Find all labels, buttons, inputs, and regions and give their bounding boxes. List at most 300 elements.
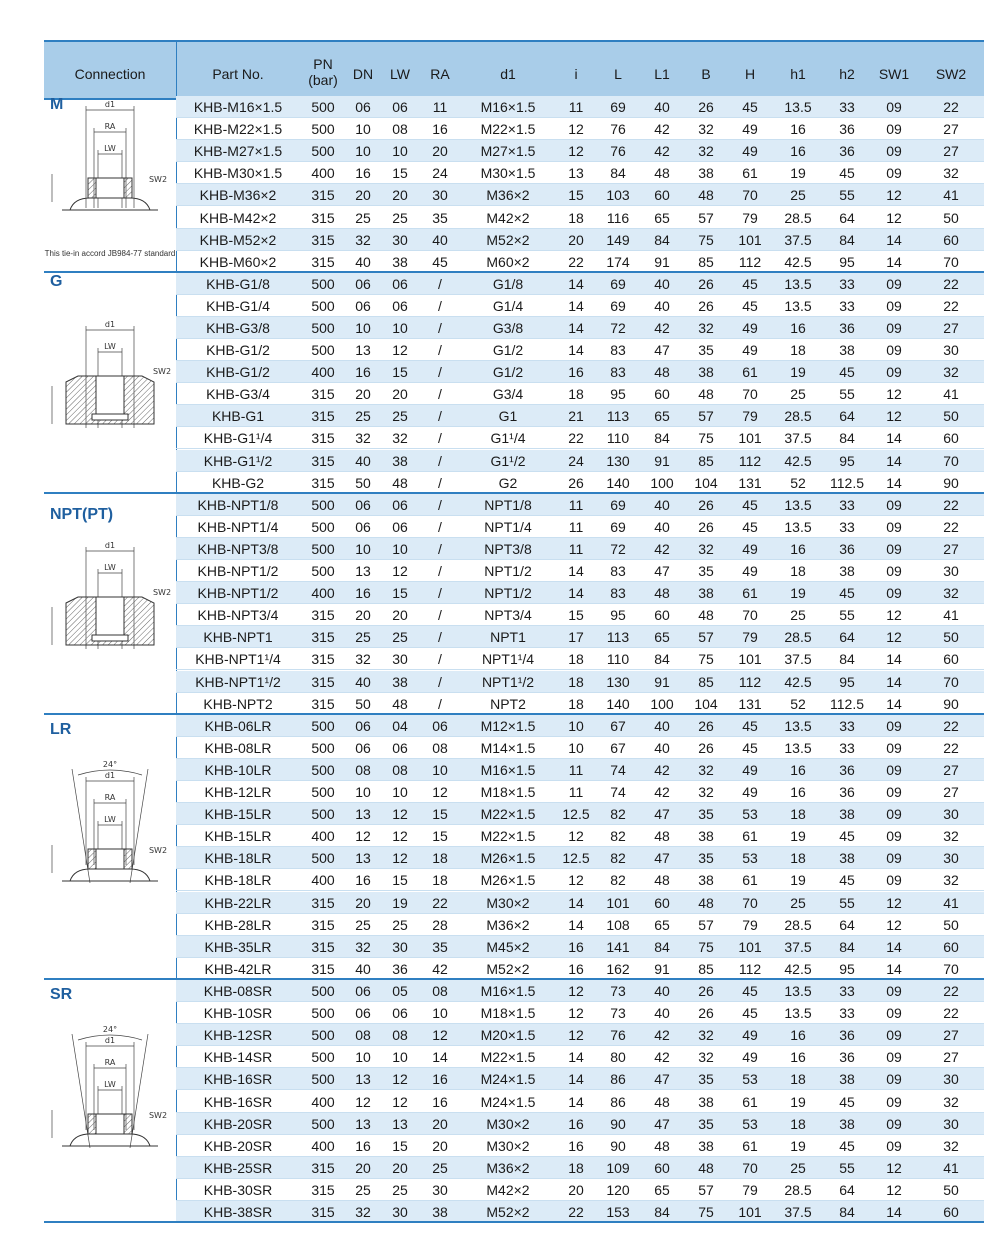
group-panel <box>44 494 176 715</box>
cell-h1: 37.5 <box>784 430 812 447</box>
cell-pn: 500 <box>311 342 335 359</box>
header-h2 <box>824 64 870 84</box>
cell-h2: 45 <box>839 872 855 889</box>
cell-i: 16 <box>568 960 584 977</box>
cell-ra: / <box>438 474 442 491</box>
cell-h: 53 <box>742 1071 758 1088</box>
cell-l: 86 <box>610 1071 626 1088</box>
header-sw2-text: SW2 <box>935 66 967 82</box>
cell-d1: M42×2 <box>486 209 530 226</box>
cell-b: 26 <box>698 297 714 314</box>
cell-h2: 36 <box>839 1027 855 1044</box>
cell-sw1: 14 <box>886 960 902 977</box>
cell-h1: 52 <box>790 695 806 712</box>
group-sr <box>44 980 984 1223</box>
cell-sw1: 12 <box>886 209 902 226</box>
cell-sw2: 30 <box>943 1115 959 1132</box>
cell-d1: M30×1.5 <box>480 165 536 182</box>
cell-b: 48 <box>698 607 714 624</box>
cell-l: 153 <box>606 1204 630 1220</box>
cell-h: 61 <box>742 872 758 889</box>
cell-sw2: 30 <box>943 563 959 580</box>
cell-lw: 12 <box>392 828 408 845</box>
cell-part: KHB-15LR <box>204 828 272 845</box>
cell-ra: / <box>438 408 442 425</box>
cell-d1: NPT2 <box>490 695 526 712</box>
cell-d1: M26×1.5 <box>480 850 536 867</box>
cell-sw2: 22 <box>943 297 959 314</box>
cell-part: KHB-G1¹/2 <box>203 452 273 469</box>
cell-ra: / <box>438 386 442 403</box>
cell-h1: 19 <box>790 1137 806 1154</box>
cell-i: 14 <box>568 916 584 933</box>
cell-h: 49 <box>742 784 758 801</box>
cell-part: KHB-22LR <box>204 894 272 911</box>
cell-l1: 40 <box>654 496 670 513</box>
cell-sw1: 09 <box>886 784 902 801</box>
cell-part: KHB-18LR <box>204 850 272 867</box>
cell-lw: 38 <box>392 253 408 270</box>
cell-dn: 20 <box>355 894 371 911</box>
header-dn-text: DN <box>352 66 374 82</box>
cell-pn: 500 <box>311 1115 335 1132</box>
cell-part: KHB-18LR <box>204 872 272 889</box>
cell-pn: 500 <box>311 99 335 115</box>
cell-ra: / <box>438 297 442 314</box>
cell-h: 70 <box>742 187 758 204</box>
cell-lw: 30 <box>392 938 408 955</box>
cell-d1: M52×2 <box>486 960 530 977</box>
table-row <box>176 229 984 251</box>
cell-part: KHB-14SR <box>203 1049 273 1066</box>
cell-sw2: 27 <box>943 1027 959 1044</box>
drawing-label-lw: LW <box>104 144 116 153</box>
cell-sw1: 09 <box>886 275 902 292</box>
cell-dn: 16 <box>355 585 371 602</box>
cell-pn: 315 <box>311 452 335 469</box>
table-row <box>176 825 984 847</box>
drawing-label-lw: LW <box>104 1080 116 1089</box>
cell-dn: 10 <box>355 319 371 336</box>
cell-h1: 13.5 <box>784 983 812 999</box>
cell-h1: 18 <box>790 563 806 580</box>
cell-pn: 500 <box>311 1027 335 1044</box>
cell-l: 95 <box>610 607 626 624</box>
cell-d1: G2 <box>498 474 518 491</box>
cell-b: 26 <box>698 518 714 535</box>
cell-l: 73 <box>610 983 626 999</box>
cell-sw1: 14 <box>886 231 902 248</box>
cell-dn: 32 <box>355 1204 371 1220</box>
cell-h1: 16 <box>790 1049 806 1066</box>
cell-b: 38 <box>698 872 714 889</box>
drawing-container <box>44 1020 176 1175</box>
cell-sw2: 60 <box>943 651 959 668</box>
cell-sw2: 22 <box>943 1005 959 1022</box>
cell-l: 95 <box>610 386 626 403</box>
cell-ra: 30 <box>432 1181 448 1198</box>
cell-l1: 100 <box>650 474 674 491</box>
table-row <box>176 648 984 670</box>
cell-pn: 400 <box>311 872 335 889</box>
header-i-text: i <box>574 66 578 82</box>
table-row <box>176 781 984 803</box>
drawing-label-d1: d1 <box>104 320 116 330</box>
table-row <box>176 405 984 427</box>
cell-h: 79 <box>742 629 758 646</box>
table-row <box>176 1046 984 1068</box>
cell-h: 101 <box>738 938 762 955</box>
cell-dn: 20 <box>355 1159 371 1176</box>
group-panel <box>44 980 176 1223</box>
cell-l1: 48 <box>654 364 670 381</box>
cell-l: 84 <box>610 165 626 182</box>
spec-table <box>44 40 984 1220</box>
table-row <box>176 1024 984 1046</box>
drawing-label-sw2: SW2 <box>152 367 172 377</box>
cell-sw1: 09 <box>886 1027 902 1044</box>
cell-ra: 45 <box>432 253 448 270</box>
cell-lw: 15 <box>392 872 408 889</box>
group-panel <box>44 273 176 494</box>
cell-dn: 50 <box>355 695 371 712</box>
group-panel <box>44 96 176 273</box>
cell-d1: M14×1.5 <box>480 739 536 756</box>
cell-b: 32 <box>698 143 714 160</box>
cell-h: 53 <box>742 1115 758 1132</box>
cell-i: 14 <box>568 275 584 292</box>
cell-ra: / <box>438 518 442 535</box>
cell-l1: 65 <box>654 916 670 933</box>
cell-i: 12 <box>568 983 584 999</box>
table-row <box>176 494 984 516</box>
cell-i: 11 <box>568 496 584 513</box>
cell-part: KHB-06LR <box>204 717 272 734</box>
cell-part: KHB-NPT1/4 <box>197 518 279 535</box>
table-row <box>176 560 984 582</box>
cell-i: 12 <box>568 828 584 845</box>
cell-dn: 25 <box>355 1181 371 1198</box>
drawing-label-d1: d1 <box>104 770 116 780</box>
cell-d1: G1/4 <box>492 297 524 314</box>
cell-i: 20 <box>568 1181 584 1198</box>
cell-sw2: 32 <box>943 364 959 381</box>
cell-d1: M16×1.5 <box>480 983 536 999</box>
cell-part: KHB-NPT1¹/2 <box>195 673 281 690</box>
cell-dn: 32 <box>355 651 371 668</box>
cell-dn: 20 <box>355 187 371 204</box>
cell-i: 22 <box>568 1204 584 1220</box>
cell-lw: 32 <box>392 430 408 447</box>
cell-dn: 20 <box>355 607 371 624</box>
cell-lw: 20 <box>392 187 408 204</box>
cell-h: 61 <box>742 1137 758 1154</box>
cell-pn: 315 <box>311 1159 335 1176</box>
cell-h2: 64 <box>839 629 855 646</box>
cell-h1: 19 <box>790 872 806 889</box>
cell-dn: 25 <box>355 629 371 646</box>
cell-h2: 33 <box>839 496 855 513</box>
cell-b: 38 <box>698 1137 714 1154</box>
cell-sw1: 14 <box>886 651 902 668</box>
cell-l: 67 <box>610 739 626 756</box>
cell-dn: 06 <box>355 297 371 314</box>
cell-sw1: 09 <box>886 761 902 778</box>
header-h2-text: h2 <box>839 66 855 82</box>
cell-b: 26 <box>698 739 714 756</box>
group-title: LR <box>50 720 72 738</box>
cell-b: 104 <box>694 474 718 491</box>
cell-i: 16 <box>568 1137 584 1154</box>
cell-i: 12.5 <box>562 850 590 867</box>
cell-h: 53 <box>742 850 758 867</box>
table-row <box>176 1002 984 1024</box>
cell-ra: 14 <box>432 1049 448 1066</box>
cell-ra: / <box>438 319 442 336</box>
cell-part: KHB-30SR <box>203 1181 273 1198</box>
cell-b: 38 <box>698 364 714 381</box>
cell-l: 80 <box>610 1049 626 1066</box>
cell-h1: 13.5 <box>784 275 812 292</box>
header-lw <box>380 64 420 84</box>
cell-h: 101 <box>738 1204 762 1220</box>
cell-sw2: 50 <box>943 209 959 226</box>
cell-l: 72 <box>610 540 626 557</box>
cell-part: KHB-08SR <box>203 983 273 999</box>
cell-sw2: 41 <box>943 386 959 403</box>
cell-part: KHB-20SR <box>203 1137 273 1154</box>
group-g <box>44 273 984 494</box>
cell-sw2: 70 <box>943 452 959 469</box>
cell-b: 48 <box>698 1159 714 1176</box>
cell-h1: 19 <box>790 1093 806 1110</box>
cell-b: 48 <box>698 894 714 911</box>
drawing-label-ra: RA <box>104 1058 116 1067</box>
cell-h1: 25 <box>790 386 806 403</box>
cell-b: 35 <box>698 563 714 580</box>
cell-sw1: 14 <box>886 452 902 469</box>
cell-i: 18 <box>568 1159 584 1176</box>
cell-h1: 25 <box>790 1159 806 1176</box>
cell-h2: 33 <box>839 739 855 756</box>
cell-l: 130 <box>606 673 630 690</box>
cell-l1: 40 <box>654 518 670 535</box>
cell-lw: 12 <box>392 342 408 359</box>
cell-sw2: 32 <box>943 165 959 182</box>
cell-lw: 15 <box>392 364 408 381</box>
cell-dn: 06 <box>355 496 371 513</box>
group-m <box>44 96 984 273</box>
cell-h2: 112.5 <box>830 474 864 491</box>
cell-h: 70 <box>742 607 758 624</box>
cell-l: 67 <box>610 717 626 734</box>
cell-h2: 95 <box>839 960 855 977</box>
cell-sw2: 32 <box>943 828 959 845</box>
cell-h1: 13.5 <box>784 739 812 756</box>
cell-sw2: 30 <box>943 342 959 359</box>
cell-h: 49 <box>742 319 758 336</box>
cell-sw2: 27 <box>943 121 959 138</box>
group-npt <box>44 494 984 715</box>
cell-b: 48 <box>698 386 714 403</box>
cell-dn: 20 <box>355 386 371 403</box>
cell-h: 45 <box>742 983 758 999</box>
cell-sw1: 14 <box>886 673 902 690</box>
cell-ra: 18 <box>432 850 448 867</box>
cell-ra: 16 <box>432 1093 448 1110</box>
cell-ra: 16 <box>432 121 448 138</box>
cell-lw: 06 <box>392 496 408 513</box>
cell-sw2: 90 <box>943 695 959 712</box>
cell-h2: 64 <box>839 209 855 226</box>
cell-sw1: 09 <box>886 121 902 138</box>
cell-l1: 48 <box>654 585 670 602</box>
cell-l1: 42 <box>654 1049 670 1066</box>
cell-d1: M20×1.5 <box>480 1027 536 1044</box>
cell-d1: NPT1¹/2 <box>481 673 535 690</box>
cell-l: 120 <box>606 1181 630 1198</box>
table-row <box>176 936 984 958</box>
cell-sw1: 12 <box>886 187 902 204</box>
cell-i: 14 <box>568 894 584 911</box>
cell-sw1: 09 <box>886 1137 902 1154</box>
table-row <box>176 1157 984 1179</box>
cell-pn: 500 <box>311 983 335 999</box>
table-row <box>176 869 984 891</box>
cell-i: 22 <box>568 253 584 270</box>
cell-l1: 60 <box>654 386 670 403</box>
cell-sw2: 27 <box>943 540 959 557</box>
cell-l1: 42 <box>654 121 670 138</box>
cell-pn: 400 <box>311 1093 335 1110</box>
cell-part: KHB-10SR <box>203 1005 273 1022</box>
cell-part: KHB-20SR <box>203 1115 273 1132</box>
cell-dn: 16 <box>355 364 371 381</box>
cell-b: 57 <box>698 209 714 226</box>
cell-h2: 33 <box>839 717 855 734</box>
cell-dn: 40 <box>355 960 371 977</box>
cell-lw: 25 <box>392 209 408 226</box>
header-pn <box>300 56 346 88</box>
cell-b: 32 <box>698 761 714 778</box>
header-ra <box>420 64 460 84</box>
cell-h1: 28.5 <box>784 408 812 425</box>
cell-h2: 45 <box>839 828 855 845</box>
cell-sw1: 09 <box>886 518 902 535</box>
cell-h: 112 <box>738 673 762 690</box>
cell-h2: 33 <box>839 983 855 999</box>
group-title: M <box>50 96 64 113</box>
cell-i: 21 <box>568 408 584 425</box>
cell-dn: 40 <box>355 673 371 690</box>
cell-sw2: 60 <box>943 938 959 955</box>
cell-lw: 15 <box>392 1137 408 1154</box>
cell-ra: / <box>438 695 442 712</box>
cell-b: 75 <box>698 1204 714 1220</box>
cell-h1: 16 <box>790 121 806 138</box>
cell-l: 82 <box>610 850 626 867</box>
cell-b: 35 <box>698 850 714 867</box>
drawing-label-d1: d1 <box>104 1036 116 1045</box>
header-d1 <box>460 64 556 84</box>
cell-pn: 500 <box>311 784 335 801</box>
table-row <box>176 118 984 140</box>
cell-l1: 42 <box>654 1027 670 1044</box>
cell-dn: 32 <box>355 938 371 955</box>
cell-lw: 10 <box>392 319 408 336</box>
cell-sw2: 70 <box>943 960 959 977</box>
cell-dn: 32 <box>355 231 371 248</box>
cell-h2: 38 <box>839 342 855 359</box>
cell-h2: 36 <box>839 540 855 557</box>
fitting-drawing-sr <box>44 1020 176 1170</box>
cell-pn: 315 <box>311 960 335 977</box>
drawing-container <box>44 318 176 473</box>
cell-d1: NPT3/8 <box>484 540 532 557</box>
header-h <box>728 64 772 84</box>
cell-lw: 06 <box>392 99 408 115</box>
cell-pn: 500 <box>311 540 335 557</box>
drawing-label-ra: RA <box>104 122 116 131</box>
cell-l: 69 <box>610 275 626 292</box>
cell-part: KHB-NPT3/8 <box>197 540 279 557</box>
cell-sw1: 09 <box>886 806 902 823</box>
cell-h2: 38 <box>839 1115 855 1132</box>
cell-d1: G1/2 <box>492 342 524 359</box>
cell-i: 10 <box>568 717 584 734</box>
table-row <box>176 671 984 693</box>
cell-h2: 55 <box>839 187 855 204</box>
cell-pn: 400 <box>311 364 335 381</box>
cell-lw: 10 <box>392 784 408 801</box>
cell-h1: 16 <box>790 143 806 160</box>
cell-l: 109 <box>606 1159 630 1176</box>
cell-part: KHB-G3/4 <box>206 386 270 403</box>
cell-pn: 315 <box>311 673 335 690</box>
cell-h1: 19 <box>790 165 806 182</box>
cell-part: KHB-NPT2 <box>203 695 273 712</box>
cell-b: 26 <box>698 717 714 734</box>
cell-b: 57 <box>698 916 714 933</box>
cell-part: KHB-G1 <box>211 408 265 425</box>
table-row <box>176 914 984 936</box>
cell-h2: 36 <box>839 761 855 778</box>
cell-pn: 315 <box>311 607 335 624</box>
cell-pn: 400 <box>311 828 335 845</box>
cell-pn: 315 <box>311 916 335 933</box>
cell-l: 74 <box>610 784 626 801</box>
cell-sw2: 50 <box>943 408 959 425</box>
cell-h1: 18 <box>790 806 806 823</box>
cell-part: KHB-38SR <box>203 1204 273 1220</box>
cell-l: 101 <box>606 894 630 911</box>
cell-h2: 55 <box>839 386 855 403</box>
cell-ra: 25 <box>432 1159 448 1176</box>
cell-sw1: 09 <box>886 319 902 336</box>
cell-i: 22 <box>568 430 584 447</box>
cell-d1: M18×1.5 <box>480 1005 536 1022</box>
cell-sw1: 09 <box>886 1005 902 1022</box>
cell-h2: 33 <box>839 518 855 535</box>
cell-h1: 16 <box>790 540 806 557</box>
cell-l1: 47 <box>654 850 670 867</box>
cell-h2: 36 <box>839 319 855 336</box>
cell-l1: 84 <box>654 938 670 955</box>
cell-d1: M22×1.5 <box>480 121 536 138</box>
cell-pn: 500 <box>311 761 335 778</box>
cell-sw1: 09 <box>886 496 902 513</box>
cell-i: 12 <box>568 1027 584 1044</box>
